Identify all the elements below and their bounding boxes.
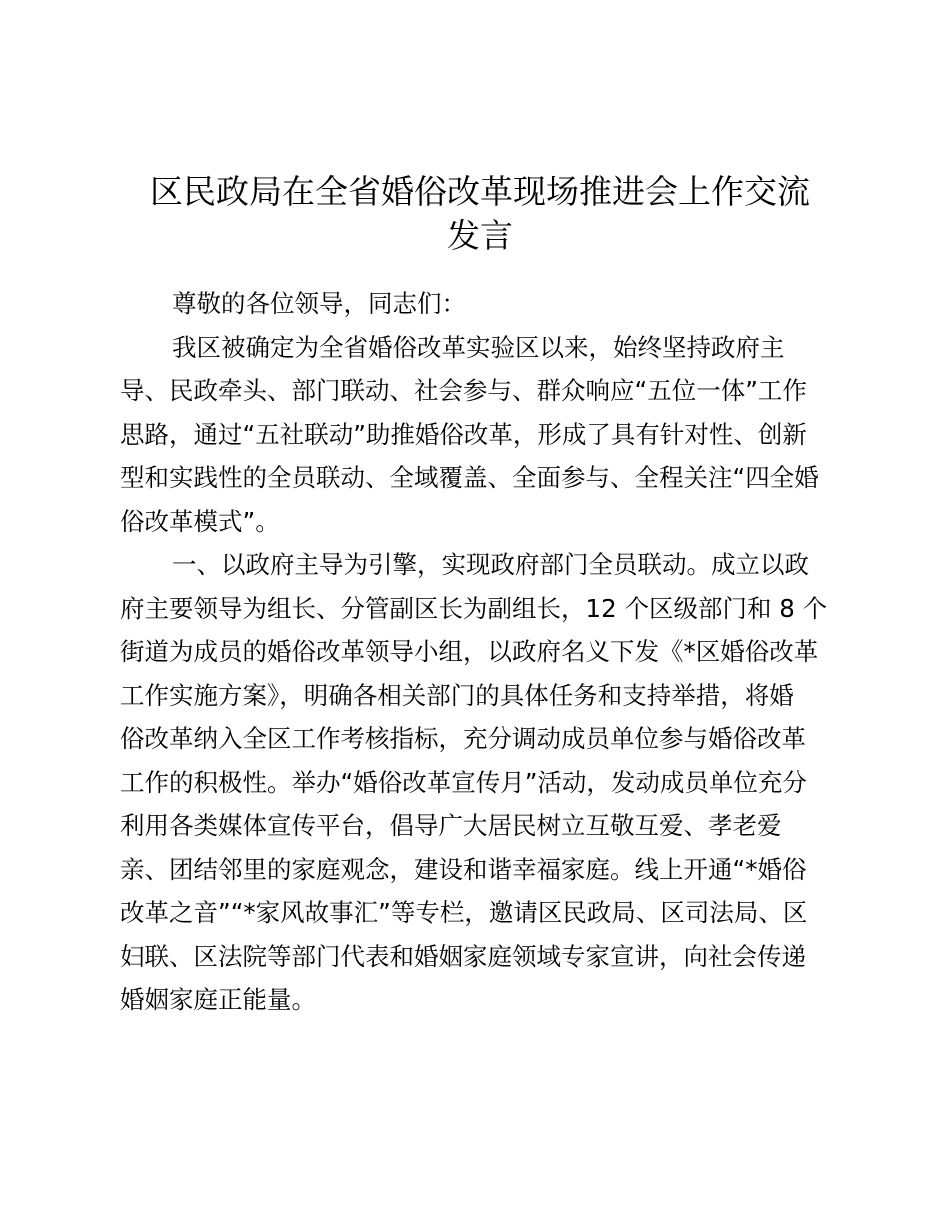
paragraph-line: 导、民政牵头、部门联动、社会参与、群众响应“五位一体”工作: [120, 376, 807, 405]
paragraph-line: 我区被确定为全省婚俗改革实验区以来，始终坚持政府主: [172, 332, 785, 362]
paragraph-section-one: [120, 543, 840, 1022]
title-line-2: 发言: [447, 216, 513, 255]
title-line-1: 区民政局在全省婚俗改革现场推进会上作交流: [150, 172, 810, 211]
paragraph-line: 思路，通过“五社联动”助推婚俗改革，形成了具有针对性、创新: [120, 419, 807, 449]
paragraph-line: 改革之音”“*家风故事汇”等专栏，邀请区民政局、区司法局、区: [120, 898, 808, 927]
paragraph-line: 工作实施方案》，明确各相关部门的具体任务和支持举措，将婚: [120, 680, 794, 710]
paragraph-line: 街道为成员的婚俗改革领导小组，以政府名义下发《*区婚俗改革: [120, 637, 819, 666]
paragraph-line: 型和实践性的全员联动、全域覆盖、全面参与、全程关注“四全婚: [120, 463, 819, 492]
paragraph-line: 妇联、区法院等部门代表和婚姻家庭领域专家宣讲，向社会传递: [120, 941, 806, 971]
paragraph-line: 工作的积极性。举办“婚俗改革宣传月”活动，发动成员单位充分: [120, 767, 807, 797]
document-body: [120, 282, 840, 1022]
paragraph-line: 一、以政府主导为引擎，实现政府部门全员联动。成立以政: [172, 550, 809, 579]
paragraph-line: 俗改革模式”。: [120, 506, 280, 536]
salutation: 尊敬的各位领导，同志们：: [172, 289, 466, 318]
paragraph-line: 婚姻家庭正能量。: [120, 985, 316, 1014]
document-title: [120, 170, 840, 258]
paragraph-line: 府主要领导为组长、分管副区长为副组长，12 个区级部门和 8 个: [120, 593, 828, 623]
paragraph-line: 俗改革纳入全区工作考核指标，充分调动成员单位参与婚俗改革: [120, 724, 806, 753]
paragraph-intro: [120, 326, 840, 544]
paragraph-line: 亲、团结邻里的家庭观念，建设和谐幸福家庭。线上开通“*婚俗: [120, 854, 807, 884]
paragraph-line: 利用各类媒体宣传平台，倡导广大居民树立互敬互爱、孝老爱: [120, 811, 782, 840]
